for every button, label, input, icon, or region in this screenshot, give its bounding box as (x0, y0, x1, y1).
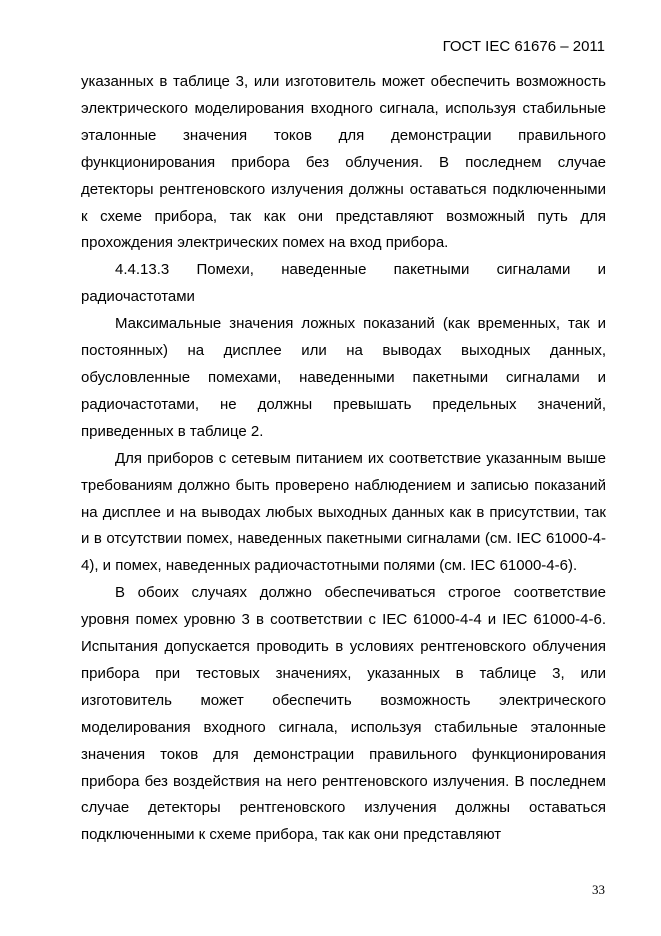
paragraph-continuation: указанных в таблице 3, или изготовитель может обеспечить возможность электрического моделирования входного сигнала, используя стабильные эталонные значения токов для демонстрации правильного функционирования прибора без облучения. В последнем случае детекторы рентгеновского излучения должны оставаться подключенными к схеме прибора, так как они представляют возможный путь для прохождения электрических помех на вход прибора. (81, 73, 606, 252)
paragraph-max-false-readings: Максимальные значения ложных показаний (как временных, так и постоянных) на дисплее или на выводах выходных данных, обусловленные помехами, наведенными пакетными сигналами и радиочастотами, не должны превышать предельных значений, приведенных в таблице 2. (81, 315, 606, 440)
paragraph-mains-powered: Для приборов с сетевым питанием их соответствие указанным выше требованиям должно быть проверено наблюдением и записью показаний на дисплее и на выводах любых выходных данных как в присутствии, так и в отсутствии помех, наведенных пакетными сигналами (см. IEC 61000-4-4), и помех, наведенных радиочастотными полями (см. IEC 61000-4-6). (81, 449, 606, 575)
page-number: 33 (592, 882, 605, 897)
section-heading-4-4-13-3: 4.4.13.3 Помехи, наведенные пакетными сигналами и радиочастотами (81, 261, 606, 306)
page-header-doc-id: ГОСТ IEC 61676 – 2011 (442, 38, 605, 55)
document-body (81, 69, 606, 849)
paragraph-both-cases: В обоих случаях должно обеспечиваться строгое соответствие уровня помех уровню 3 в соответствии с IEC 61000-4-4 и IEC 61000-4-6. Испытания допускается проводить в условиях рентгеновского облучения прибора при тестовых значениях, указанных в таблице 3, или изготовитель может обеспечить возможность электрического моделирования входного сигнала, используя стабильные эталонные значения токов для демонстрации правильного функционирования прибора без воздействия на него рентгеновского излучения. В последнем случае детекторы рентгеновского излучения должны оставаться подключенными к схеме прибора, так как они представляют (81, 584, 606, 844)
